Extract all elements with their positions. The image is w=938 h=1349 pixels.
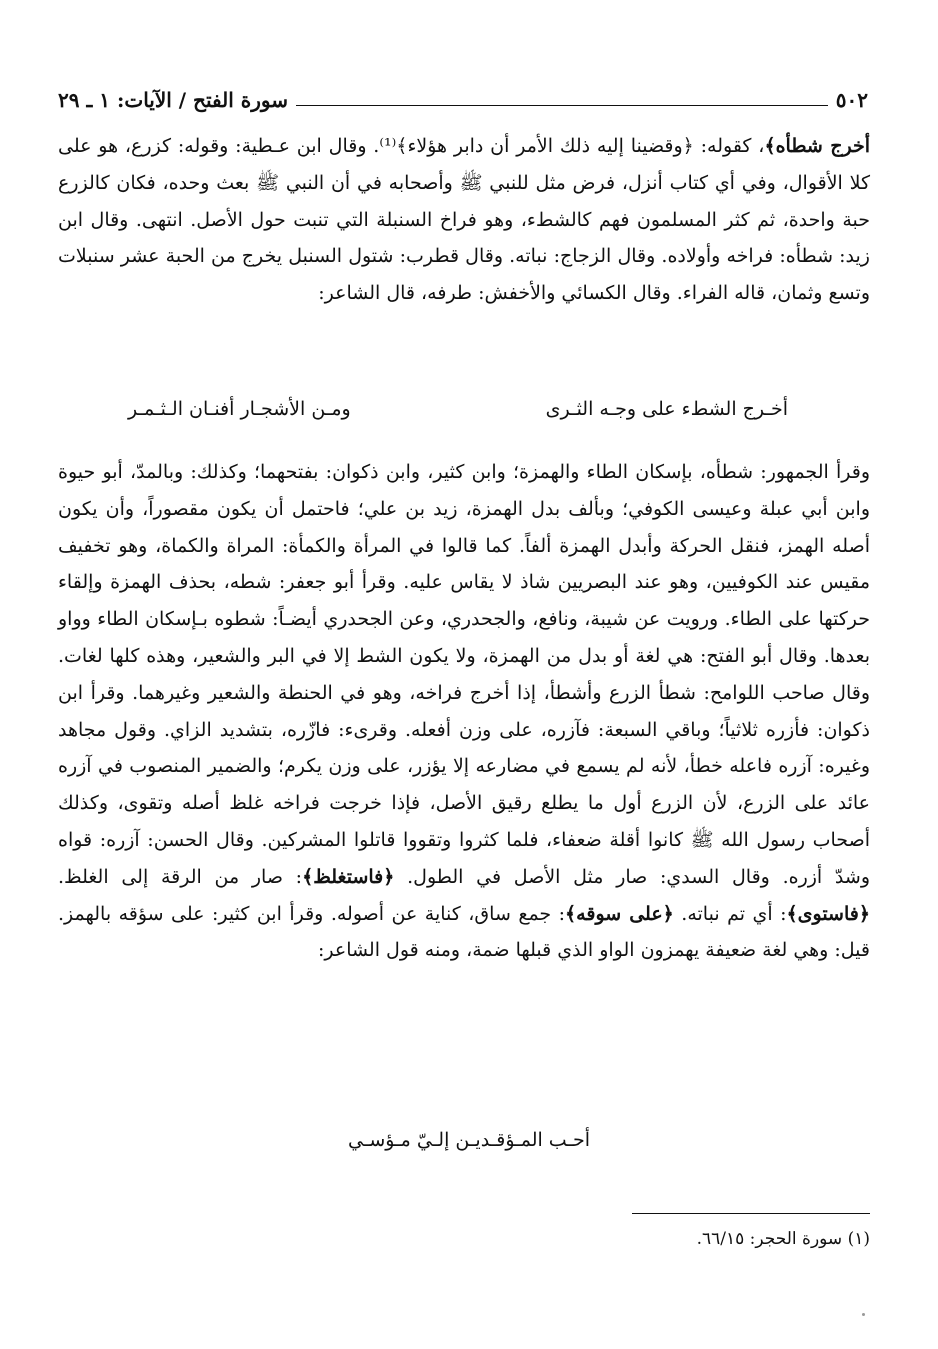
page-number: ٥٠٢ — [835, 88, 868, 112]
main-text-continued — [58, 454, 870, 969]
quran-word-3: ﴿على سوقه﴾ — [565, 902, 674, 925]
header-title: سورة الفتح / الآيات: ١ ـ ٢٩ — [58, 88, 288, 112]
paragraph-1 — [58, 128, 870, 312]
verse-1-hemistich-1: أخـرج الشطء على وجـه الثـرى — [545, 398, 788, 420]
poetry-verse-2: أحـب المـؤقـديـن إلـيّ مـؤسـي — [347, 1129, 591, 1151]
footnote-rule — [632, 1213, 870, 1214]
paragraph-2-text-1: : صار من الرقة إلى الغلظ. — [58, 865, 303, 888]
footnote: (١) سورة الحجر: ٦٦/١٥. — [696, 1229, 870, 1249]
verse-1-hemistich-2: ومـن الأشجـار أفنـان الـثـمـر — [128, 398, 351, 420]
main-text — [58, 128, 870, 312]
quran-quote: أخرج شطأه﴾ — [764, 135, 870, 157]
paragraph-1-text: ، كقوله: ﴿وقضينا إليه ذلك الأمر أن دابر هؤلاء﴾⁽¹⁾. وقال ابن عـطية: وقوله: كزرع، هو على كلا الأقوال، وفي أي كتاب أنزل، فرض مثل للنبي ﷺ وأصحابه في أن النبي ﷺ بعث وحده، فكان كالزرع حبة واحدة، ثم كثر المسلمون فهم كالشطء، وهو فراخ السنبلة التي تنبت حول الأصل. انتهى. وقال ابن زيد: شطأه: فراخه وأولاده. وقال الزجاج: نباته. وقال قطرب: شتول السنبل يخرج من الحبة عشر سنبلات وتسع وثمان، قاله الفراء. وقال الكسائي والأخفش: طرفه، قال الشاعر: — [58, 135, 870, 305]
scan-speck — [862, 1313, 865, 1316]
poetry-verse-1 — [128, 389, 788, 429]
quran-word-2: ﴿فاستوى﴾ — [786, 902, 870, 925]
paragraph-2-text: وقرأ الجمهور: شطأه، بإسكان الطاء والهمزة؛ وابن كثير، وابن ذكوان: بفتحهما؛ وكذلك: وبالمدّ، أبو حيوة وابن أبي عبلة وعيسى الكوفي؛ وبألف بدل الهمزة، زيد بن علي؛ فاحتمل أن يكون مقصوراً، وأن يكون أصله الهمز، فنقل الحركة وأبدل الهمزة ألفاً. كما قالوا في المرأة والكمأة: المراة والكماة، وهو تخفيف مقيس عند الكوفيين، وهو عند البصريين شاذ لا يقاس عليه. وقرأ أبو جعفر: شطه، بحذف الهمزة وإلقاء حركتها على الطاء. ورويت عن شيبة، ونافع، والجحدري، وعن الجحدري أيضـاً: شطوه بـإسكان الطاء وواو بعدها. وقال أبو الفتح: هي لغة أو بدل من الهمزة، ولا يكون الشط إلا في البر والشعير، وهذه كلها لغات. وقال صاحب اللوامح: شطأ الزرع وأشطأ، إذا أخرج فراخه، وهو في الحنطة والشعير وغيرهما. وقرأ ابن ذكوان: فأزره ثلاثياً؛ وباقي السبعة: فآزره، على وزن أفعله. وقرىء: فازّره، بتشديد الزاي. وقول مجاهد وغيره: آزره فاعله خطأ، لأنه لم يسمع في مضارعه إلا يؤزر، على وزن يكرم؛ والضمير المنصوب في آزره عائد على الزرع، لأن الزرع أول ما يطلع رقيق الأصل، فإذا خرجت فراخه غلظ أصله وتقوى، وكذلك أصحاب رسول الله ﷺ كانوا أقلة ضعفاء، فلما كثروا وتقووا قاتلوا المشركين. وقال الحسن: آزره: قواه وشدّ أزره. وقال السدي: صار مثل الأصل في الطول. — [58, 461, 870, 888]
paragraph-2-text-2: : أي تم نباته. — [681, 902, 787, 925]
header-rule — [296, 105, 828, 106]
paragraph-2 — [58, 454, 870, 969]
running-header — [58, 84, 868, 116]
paragraph-2-text-3: : جمع ساق، كناية عن أصوله. وقرأ ابن كثير: على سؤقه بالهمز. قيل: وهي لغة ضعيفة يهمزون الواو الذي قبلها ضمة، ومنه قول الشاعر: — [58, 902, 870, 962]
quran-word-1: ﴿فاستغلظ﴾ — [302, 865, 395, 888]
